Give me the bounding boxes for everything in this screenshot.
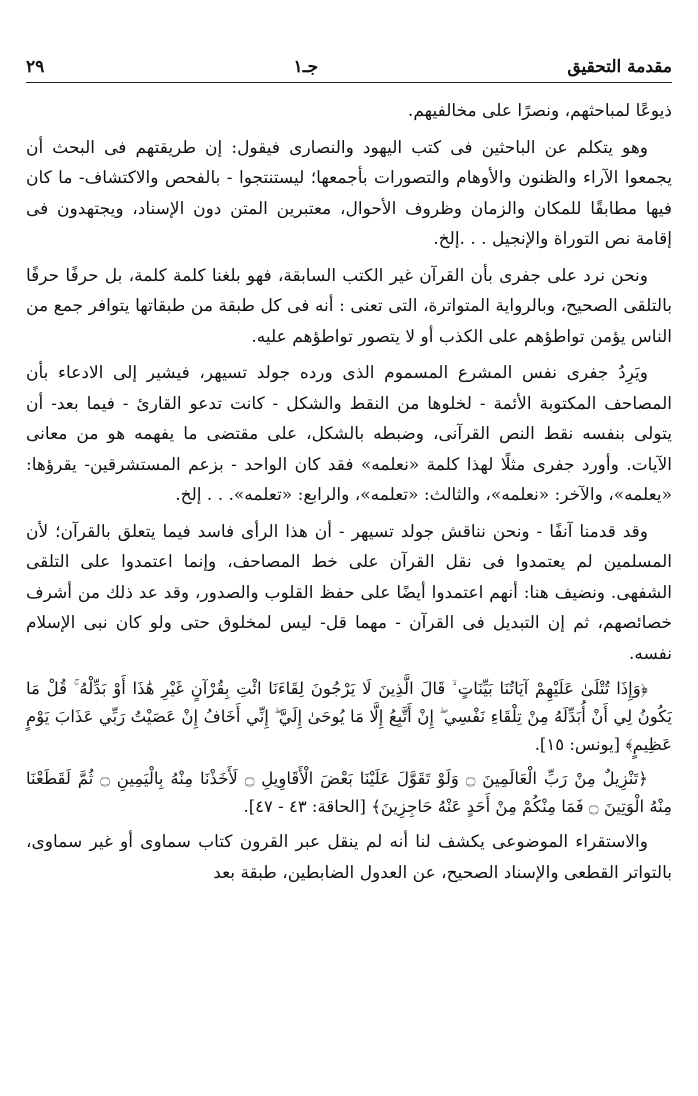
paragraph: ونحن نرد على جفرى بأن القرآن غير الكتب السابقة، فهو بلغنا كلمة كلمة، بل حرفًا حرفًا بالتلقى الصحيح، وبالرواية المتواترة، التى تعنى : أنه فى كل طبقة من طبقاتها يتوافر جمع من الناس يؤمن تواطؤهم على الكذب أو لا يتصور تواطؤهم عليه. bbox=[26, 265, 672, 347]
paragraph: ويَرِدُ جفرى نفس المشرع المسموم الذى ورده جولد تسيهر، فيشير إلى الادعاء بأن المصاحف المكتوبة الأئمة - لخلوها من النقط والشكل - كانت تدعو القارئ - فيما بعد- أن يتولى بنفسه نقط النص القرآنى، وضبطه بالشكل، على مقتضى ما يفهمه هو من معانى الآيات. وأورد جفرى مثلًا لهذا كلمة «نعلمه» فقد كان الواحد - بزعم المستشرقين- يقرؤها: «يعلمه»، والآخر: «نعلمه»، والثالث: «تعلمه»، والرابع: «تعلمه». . . إلخ. bbox=[26, 363, 672, 505]
paragraph: وهو يتكلم عن الباحثين فى كتب اليهود والنصارى فيقول: إن طريقتهم فى البحث أن يجمعوا الآراء والظنون والأوهام والتصورات بأجمعها؛ ليستنتجوا - بالفحص والاكتشاف- ما كان فيها مطابقًا للمكان والزمان وظروف الأحوال، معتبرين المتن دون الإسناد، ويجتهدون فى إقامة نص التوراة والإنجيل . . .إلخ. bbox=[26, 137, 672, 249]
paragraph: والاستقراء الموضوعى يكشف لنا أنه لم ينقل عبر القرون كتاب سماوى أو غير سماوى، بالتواتر القطعى والإسناد الصحيح، عن العدول الضابطين، طبقة بعد bbox=[26, 832, 672, 883]
body-text bbox=[26, 96, 672, 894]
quran-verse-yunus: ﴿وَإِذَا تُتْلَىٰ عَلَيْهِمْ آيَاتُنَا بَيِّنَاتٍ ۙ قَالَ الَّذِينَ لَا يَرْجُونَ لِقَاءَنَا ائْتِ بِقُرْآنٍ غَيْرِ هَٰذَا أَوْ بَدِّلْهُ ۚ قُلْ مَا يَكُونُ لِي أَنْ أُبَدِّلَهُ مِنْ تِلْقَاءِ نَفْسِي ۖ إِنْ أَتَّبِعُ إِلَّا مَا يُوحَىٰ إِلَيَّ ۖ إِنِّي أَخَافُ إِنْ عَصَيْتُ رَبِّي عَذَابَ يَوْمٍ عَظِيمٍ﴾ [يونس: ١٥]. bbox=[26, 679, 672, 754]
page-header bbox=[26, 52, 672, 82]
paragraph: وقد قدمنا آنفًا - ونحن نناقش جولد تسيهر - أن هذا الرأى فاسد فيما يتعلق بالقرآن؛ لأن المسلمين لم يعتمدوا فى نقل القرآن على خط المصاحف، وإنما اعتمدوا على التلقى الشفهى. ونضيف هنا: أنهم اعتمدوا أيضًا على حفظ القلوب والصدور، وقد عد ذلك من أشرف خصائصهم، ثم إن التبديل فى القرآن - مهما قل- ليس لمخلوق حتى ولو كان نبى الإسلام نفسه. bbox=[26, 521, 672, 664]
page-number: ٢٩ bbox=[26, 57, 45, 77]
running-title: مقدمة التحقيق bbox=[567, 57, 672, 77]
quran-verse-haqqa: ﴿تَنْزِيلٌ مِنْ رَبِّ الْعَالَمِينَ ۝ وَلَوْ تَقَوَّلَ عَلَيْنَا بَعْضَ الْأَقَاوِيلِ ۝ لَأَخَذْنَا مِنْهُ بِالْيَمِينِ ۝ ثُمَّ لَقَطَعْنَا مِنْهُ الْوَتِينَ ۝ فَمَا مِنْكُمْ مِنْ أَحَدٍ عَنْهُ حَاجِزِينَ﴾ [الحاقة: ٤٣ - ٤٧]. bbox=[26, 769, 672, 816]
paragraph-continuation: ذيوعًا لمباحثهم، ونصرًا على مخالفيهم. bbox=[407, 101, 672, 121]
volume-label: جـ١ bbox=[293, 57, 319, 77]
header-rule bbox=[26, 82, 672, 83]
